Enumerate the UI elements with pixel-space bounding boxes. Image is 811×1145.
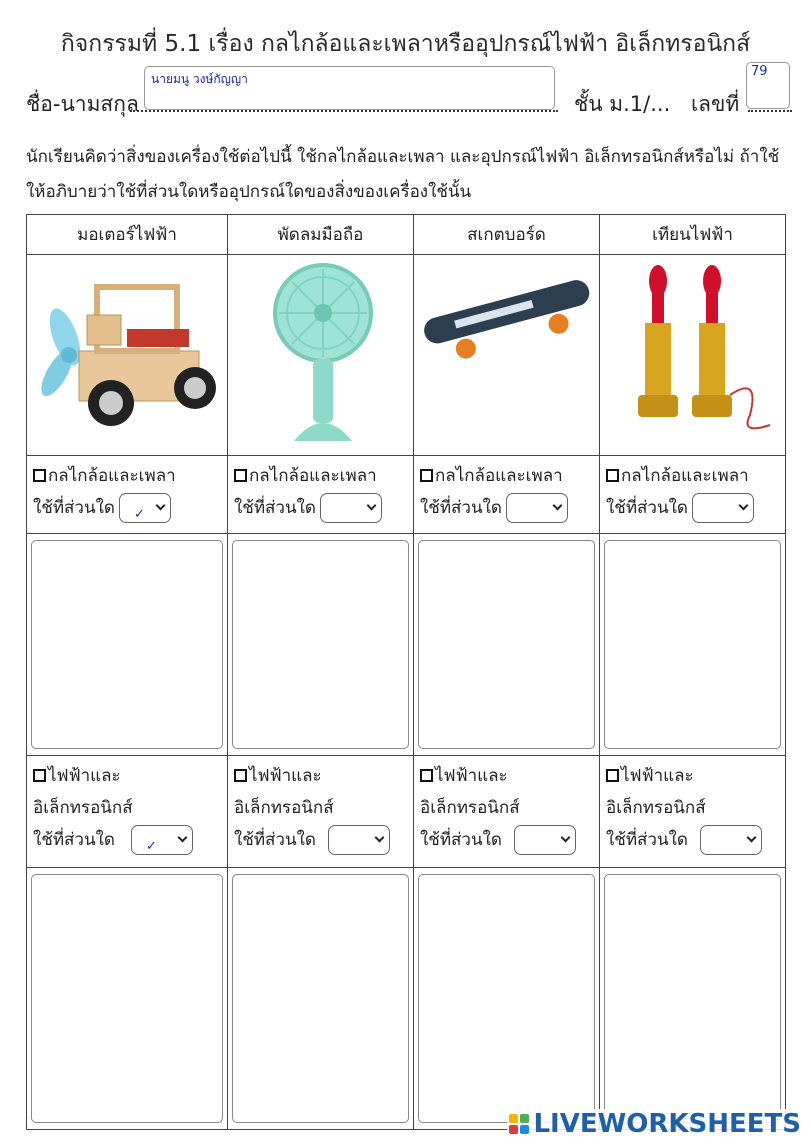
chevron-down-icon (560, 833, 570, 843)
toy-car-icon (27, 255, 226, 451)
chevron-down-icon (155, 501, 165, 511)
wheel-axle-label: กลไกล้อและเพลา (48, 466, 176, 486)
electric-cell-motor (27, 756, 228, 868)
name-dotted-line (130, 110, 558, 112)
electric-label: ไฟฟ้าและ (249, 766, 322, 786)
electric-answer-box[interactable] (232, 874, 409, 1123)
electric-candle-icon (600, 255, 784, 451)
wheel-axle-checkbox[interactable] (420, 469, 433, 482)
activity-table (26, 214, 786, 1130)
class-label: ชั้น ม.1/... (574, 92, 671, 116)
answer-cell (414, 868, 600, 1130)
electric-answer-box[interactable] (418, 874, 595, 1123)
wheel-axle-cell-fan (228, 456, 414, 534)
wheel-axle-checkbox[interactable] (606, 469, 619, 482)
image-cell-motor (27, 255, 228, 456)
answer-cell (600, 868, 786, 1130)
electric-label: ไฟฟ้าและ (621, 766, 694, 786)
instruction-line-2: ให้อภิบายว่าใช้ที่ส่วนใดหรืออุปกรณ์ใดของสิ่งของเครื่องใช้นั้น (26, 182, 472, 202)
which-part-label: ใช้ที่ส่วนใด (420, 498, 502, 518)
answer-cell (27, 534, 228, 756)
chevron-down-icon (366, 501, 376, 511)
wheel-axle-select[interactable] (506, 493, 568, 523)
image-row (27, 255, 786, 456)
number-label: เลขที่ (691, 92, 740, 116)
electric-label-2: อิเล็กทรอนิกส์ (33, 798, 133, 818)
item-header-fan: พัดลมมือถือ (228, 215, 414, 255)
electric-label: ไฟฟ้าและ (435, 766, 508, 786)
header-row (27, 215, 786, 255)
wheel-axle-cell-motor (27, 456, 228, 534)
which-part-label: ใช้ที่ส่วนใด (606, 830, 688, 850)
liveworksheets-logo-icon (509, 1114, 529, 1134)
electric-cell-fan (228, 756, 414, 868)
image-cell-fan (228, 255, 414, 456)
electric-select[interactable] (328, 825, 390, 855)
number-dotted-line (748, 110, 792, 112)
which-part-label: ใช้ที่ส่วนใด (420, 830, 502, 850)
wheel-axle-cell-candle (600, 456, 786, 534)
image-cell-candle (600, 255, 786, 456)
electric-cell-candle (600, 756, 786, 868)
answer-cell (228, 868, 414, 1130)
wheel-axle-label: กลไกล้อและเพลา (435, 466, 563, 486)
which-part-label: ใช้ที่ส่วนใด (33, 498, 115, 518)
which-part-label: ใช้ที่ส่วนใด (33, 830, 115, 850)
wheel-axle-cell-skateboard (414, 456, 600, 534)
electric-answer-box[interactable] (604, 874, 781, 1123)
wheel-axle-select[interactable] (320, 493, 382, 523)
answer-cell (600, 534, 786, 756)
instruction-line-1: นักเรียนคิดว่าสิ่งของเครื่องใช้ต่อไปนี้ ใช้กลไกล้อและเพลา และอุปกรณ์ไฟฟ้า อิเล็กทรอนิกส์หรือไม่ ถ้าใช้ (26, 147, 780, 167)
which-part-label: ใช้ที่ส่วนใด (234, 498, 316, 518)
wheel-axle-label: กลไกล้อและเพลา (249, 466, 377, 486)
wheel-axle-select[interactable]: ✓ (119, 493, 171, 523)
electric-label-2: อิเล็กทรอนิกส์ (420, 798, 520, 818)
answer-cell (228, 534, 414, 756)
student-info-row (26, 62, 796, 118)
chevron-down-icon (552, 501, 562, 511)
image-cell-skateboard (414, 255, 600, 456)
electric-select[interactable] (514, 825, 576, 855)
electric-label: ไฟฟ้าและ (48, 766, 121, 786)
electric-select[interactable] (700, 825, 762, 855)
wheel-axle-row (27, 456, 786, 534)
electric-checkbox[interactable] (33, 769, 46, 782)
wheel-axle-answer-box[interactable] (31, 540, 223, 749)
electric-checkbox[interactable] (606, 769, 619, 782)
electric-checkbox[interactable] (234, 769, 247, 782)
wheel-axle-checkbox[interactable] (33, 469, 46, 482)
electric-checkbox[interactable] (420, 769, 433, 782)
item-header-skateboard: สเกตบอร์ด (414, 215, 600, 255)
electric-cell-skateboard (414, 756, 600, 868)
wheel-axle-answer-box[interactable] (232, 540, 409, 749)
wheel-axle-label: กลไกล้อและเพลา (621, 466, 749, 486)
chevron-down-icon (177, 833, 187, 843)
name-input[interactable]: นายมนู วงษ์กัญญา (144, 66, 555, 110)
name-label: ชื่อ-นามสกุล (26, 92, 139, 116)
electric-row (27, 756, 786, 868)
wheel-axle-answer-row (27, 534, 786, 756)
electric-label-2: อิเล็กทรอนิกส์ (606, 798, 706, 818)
wheel-axle-answer-box[interactable] (604, 540, 781, 749)
liveworksheets-watermark (507, 1109, 803, 1139)
answer-cell (414, 534, 600, 756)
electric-answer-box[interactable] (31, 874, 223, 1123)
wheel-axle-answer-box[interactable] (418, 540, 595, 749)
which-part-label: ใช้ที่ส่วนใด (234, 830, 316, 850)
wheel-axle-checkbox[interactable] (234, 469, 247, 482)
worksheet-title: กิจกรรมที่ 5.1 เรื่อง กลไกล้อและเพลาหรืออุปกรณ์ไฟฟ้า อิเล็กทรอนิกส์ (60, 31, 751, 57)
electric-label-2: อิเล็กทรอนิกส์ (234, 798, 334, 818)
wheel-axle-select[interactable] (692, 493, 754, 523)
answer-cell (27, 868, 228, 1130)
handheld-fan-icon (228, 255, 412, 451)
chevron-down-icon (374, 833, 384, 843)
item-header-candle: เทียนไฟฟ้า (600, 215, 786, 255)
skateboard-icon (414, 255, 598, 451)
item-header-motor: มอเตอร์ไฟฟ้า (27, 215, 228, 255)
which-part-label: ใช้ที่ส่วนใด (606, 498, 688, 518)
electric-select[interactable]: ✓ (131, 825, 193, 855)
chevron-down-icon (738, 501, 748, 511)
watermark-text: LIVEWORKSHEETS (533, 1109, 801, 1139)
chevron-down-icon (746, 833, 756, 843)
number-input[interactable]: 79 (746, 62, 790, 109)
electric-answer-row (27, 868, 786, 1130)
